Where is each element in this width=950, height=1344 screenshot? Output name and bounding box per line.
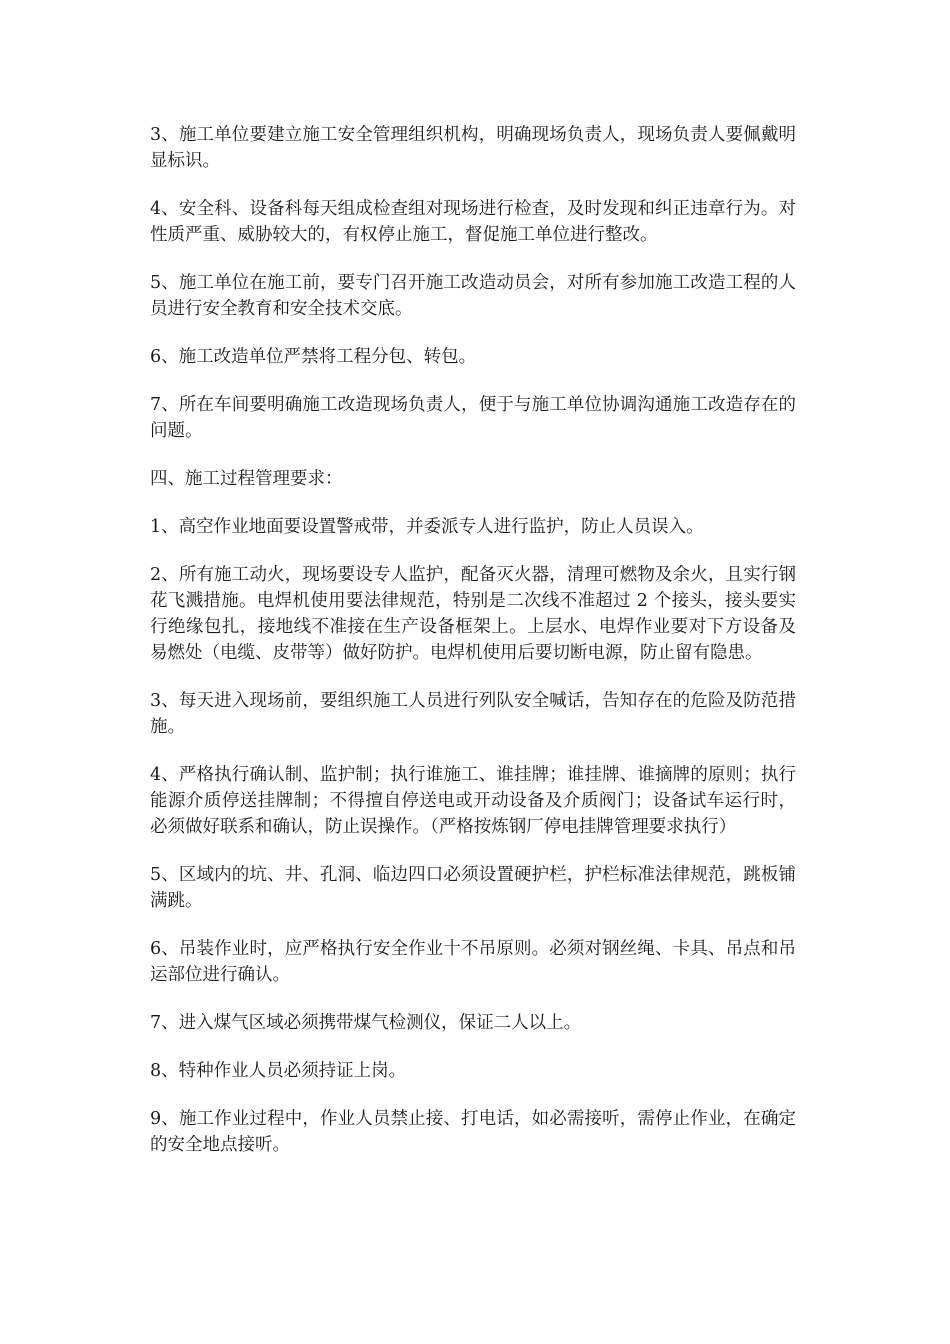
paragraph-item-1-height-work: 1、高空作业地面要设置警戒带，并委派专人进行监护，防止人员误入。	[150, 517, 704, 537]
paragraph-item-2-hot-work: 2、所有施工动火，现场要设专人监护，配备灭火器，清理可燃物及余火，且实行钢花飞溅措施。电焊机使用要法律规范，特别是二次线不准超过 2 个接头，接头要实行绝缘包扎，接地线不准接在生产设备框架上。上层水、电焊作业要对下方设备及易燃处（电缆、皮带等）做好防护。电焊机使用后要切断电源，防止留有隐患。	[150, 565, 796, 663]
paragraph-item-4-tagging: 4、严格执行确认制、监护制；执行谁施工、谁挂牌；谁挂牌、谁摘牌的原则；执行能源介质停送挂牌制；不得擅自停送电或开动设备及介质阀门；设备试车运行时，必须做好联系和确认，防止误操作。（严格按炼钢厂停电挂牌管理要求执行）	[150, 765, 796, 837]
paragraph-item-5-guardrail: 5、区域内的坑、井、孔洞、临边四口必须设置硬护栏，护栏标准法律规范，跳板铺满跳。	[150, 865, 796, 911]
paragraph-item-6-lifting: 6、吊装作业时，应严格执行安全作业十不吊原则。必须对钢丝绳、卡具、吊点和吊运部位进行确认。	[150, 939, 796, 985]
section-heading: 四、施工过程管理要求：	[150, 469, 343, 489]
paragraph-item-6-subcontract: 6、施工改造单位严禁将工程分包、转包。	[150, 347, 477, 367]
paragraph-item-7-gas: 7、进入煤气区域必须携带煤气检测仪，保证二人以上。	[150, 1013, 582, 1033]
document-page	[150, 122, 796, 1180]
paragraph-item-4-inspection: 4、安全科、设备科每天组成检查组对现场进行检查，及时发现和纠正违章行为。对性质严重、威胁较大的，有权停止施工，督促施工单位进行整改。	[150, 199, 796, 245]
paragraph-item-3-safety-call: 3、每天进入现场前，要组织施工人员进行列队安全喊话，告知存在的危险及防范措施。	[150, 691, 796, 737]
paragraph-item-5-briefing: 5、施工单位在施工前，要专门召开施工改造动员会，对所有参加施工改造工程的人员进行安全教育和安全技术交底。	[150, 273, 796, 319]
paragraph-item-9-phone: 9、施工作业过程中，作业人员禁止接、打电话，如必需接听，需停止作业，在确定的安全地点接听。	[150, 1109, 796, 1155]
paragraph-item-7-workshop: 7、所在车间要明确施工改造现场负责人，便于与施工单位协调沟通施工改造存在的问题。	[150, 395, 796, 441]
paragraph-item-3-org: 3、施工单位要建立施工安全管理组织机构，明确现场负责人，现场负责人要佩戴明显标识。	[150, 125, 796, 171]
paragraph-item-8-certification: 8、特种作业人员必须持证上岗。	[150, 1061, 407, 1081]
